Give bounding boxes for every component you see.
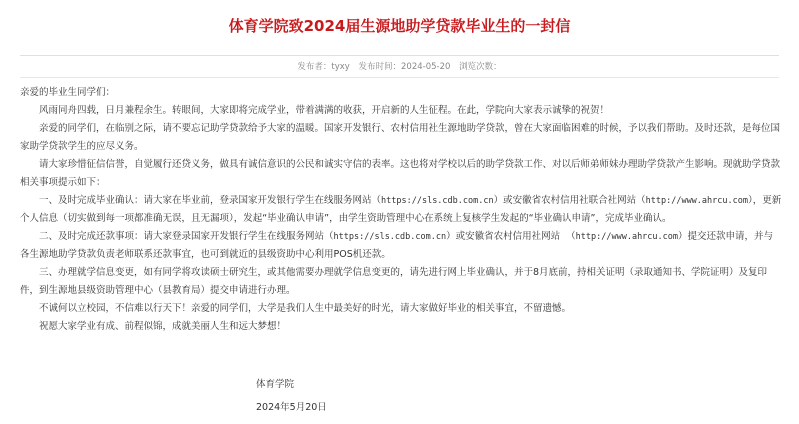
article-body (20, 84, 782, 336)
paragraph-5-text-a: 二、及时完成还款事项：请大家登录国家开发银行学生在线服务网站（ (39, 231, 334, 242)
views-label: 浏览次数： (459, 62, 502, 72)
paragraph-6-text: 三、办理就学信息变更，如有同学将攻读硕士研究生，或其他需要办理就学信息变更的，请先进行网上毕业确认，并于8月底前，持相关证明（录取通知书、学院证明）及复印件，到生源地县级资助管理中心（县教育局）提交申请进行办理。 (20, 267, 768, 296)
cdb-url: https://sls.cdb.com.cn (333, 232, 447, 242)
signature-date: 2024年5月20日 (256, 402, 327, 413)
paragraph-3 (20, 156, 782, 192)
paragraph-4-text-b: ）或安徽省农村信用社联合社网站（ (493, 195, 646, 206)
paragraph-4-text-a: 一、及时完成毕业确认：请大家在毕业前，登录国家开发银行学生在线服务网站（ (39, 195, 382, 206)
paragraph-7-text: 不诚何以立校园，不信难以行天下！亲爱的同学们，大学是我们人生中最美好的时光，请大家做好毕业的相关事宜，不留遗憾。 (39, 303, 572, 314)
ahrcu-url: http://www.ahrcu.com (645, 196, 748, 206)
publisher-label: 发布者：tyxy (297, 62, 350, 72)
paragraph-1-text: 风雨同舟四载，日月兼程余生。转眼间，大家即将完成学业，带着满满的收获，开启新的人生征程。在此，学院向大家表示诚挚的祝贺！ (39, 105, 610, 116)
paragraph-5 (20, 228, 782, 264)
paragraph-5-text-c: ）提交还款申请，并与各生源地助学贷款负责老师联系还款事宜，也可到就近的县级资助中心利用POS机还款。 (20, 231, 774, 260)
paragraph-3-text: 请大家珍惜征信信誉，自觉履行还贷义务，做具有诚信意识的公民和诚实守信的表率。这也将对学校以后的助学贷款工作、对以后师弟师妹办理助学贷款产生影响。现就助学贷款相关事项提示如下： (20, 159, 781, 188)
cdb-url: https://sls.cdb.com.cn (381, 196, 494, 206)
article-meta (0, 61, 799, 73)
publish-time-label: 发布时间：2024-05-20 (358, 62, 451, 72)
paragraph-8 (20, 318, 782, 336)
paragraph-4 (20, 192, 782, 228)
paragraph-5-text-b: ）或安徽省农村信用社网站 （ (446, 231, 576, 242)
paragraph-2-text: 亲爱的同学们，在临别之际，请不要忘记助学贷款给予大家的温暖。国家开发银行、农村信用社生源地助学贷款，曾在大家面临困难的时候，予以我们帮助。及时还款，是每位国家助学贷款学生的应尽义务。 (20, 123, 781, 152)
title-divider (20, 55, 779, 56)
paragraph-4-text-c: ），更新个人信息（切实做到每一项都准确无误，且无漏项），发起“毕业确认申请”，由学生资助管理中心在系统上复核学生发起的“毕业确认申请”，完成毕业确认。 (20, 195, 782, 224)
paragraph-1 (20, 102, 782, 120)
greeting (20, 84, 782, 102)
paragraph-7 (20, 300, 782, 318)
paragraph-6 (20, 264, 782, 300)
meta-divider (20, 77, 779, 78)
paragraph-8-text: 祝愿大家学业有成、前程似锦，成就美丽人生和远大梦想！ (39, 321, 287, 332)
greeting-text: 亲爱的毕业生同学们： (20, 87, 116, 98)
ahrcu-url: http://www.ahrcu.com (575, 232, 679, 242)
signature-org: 体育学院 (256, 379, 295, 390)
page-title: 体育学院致2024届生源地助学贷款毕业生的一封信 (228, 17, 571, 35)
paragraph-2 (20, 120, 782, 156)
